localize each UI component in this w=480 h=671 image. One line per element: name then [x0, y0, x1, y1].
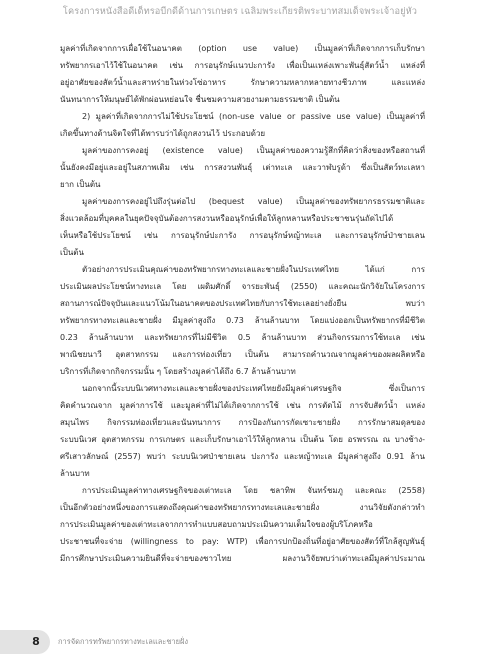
paragraph-line: 2) มูลค่าที่เกิดจากการไม่ใช้ประโยชน์ (non-use value or passive use value) เป็นมูลค่าที่: [82, 112, 425, 121]
paragraph-line: มูลค่าของการคงอยู่ (existence value) เป็นมูลค่าของความรู้สึกที่คิดว่าสิ่งของหรือสถานที่: [82, 146, 425, 155]
paragraph-line: ศรีเสาวลักษณ์ (2557) พบว่า ระบบนิเวศป่าชายเลน ปะการัง และหญ้าทะเล มีมูลค่าสูงถึง 0.91 ล้าน: [60, 452, 425, 461]
paragraph-line: ล้านบาท: [60, 469, 90, 478]
paragraph-line: เป็นอีกตัวอย่างหนึ่งของการแสดงถึงคุณค่าของทรัพยากรทางทะเลและชายฝั่ง งานวิจัยดังกล่าวทำ: [60, 503, 425, 512]
paragraph-line: บริการที่เกิดจากกิจกรรมนั้น ๆ โดยสร้างมูลค่าได้ถึง 6.7 ล้านล้านบาท: [60, 367, 296, 376]
paragraph-line: ระบบนิเวศ อุตสาหกรรม การเกษตร และเก็บรักษาเอาไว้ให้ลูกหลาน เป็นต้น โดย อรพรรณ ณ บางช้าง-: [60, 435, 425, 444]
paragraph-line: อยู่อาศัยของสัตว์น้ำและสาหร่ายในห่วงโซ่อาหาร รักษาความหลากหลายทางชีวภาพ และแหล่ง: [60, 78, 425, 87]
paragraph-line: เห็นหรือใช้ประโยชน์ เช่น การอนุรักษ์ปะการัง การอนุรักษ์หญ้าทะเล และการอนุรักษ์ป่าชายเลน: [60, 231, 425, 240]
page-number: 8: [22, 630, 50, 654]
paragraph-line: ตัวอย่างการประเมินคุณค่าของทรัพยากรทางทะเลและชายฝั่งในประเทศไทย ได้แก่ การ: [82, 265, 425, 274]
paragraph-line: มูลค่าที่เกิดจากการเผื่อใช้ในอนาคต (option use value) เป็นมูลค่าที่เกิดจากการเก็บรักษา: [60, 44, 425, 53]
paragraph-line: คิดคำนวณจาก มูลค่าการใช้ และมูลค่าที่ไม่ได้เกิดจากการใช้ เช่น การตัดไม้ การจับสัตว์น้ำ แหล่ง: [60, 401, 425, 410]
paragraph-line: ประชาชนที่จะจ่าย (willingness to pay: WTP) เพื่อการปกป้องถิ่นที่อยู่อาศัยของสัตว์ที่ใกล้สูญพันธุ์: [60, 537, 425, 546]
paragraph-line: ทรัพยากรเอาไว้ใช้ในอนาคต เช่น การอนุรักษ์แนวปะการัง เพื่อเป็นแหล่งเพาะพันธุ์สัตว์น้ำ แหล่งที่: [60, 61, 425, 70]
paragraph-line: 0.23 ล้านล้านบาท และทรัพยากรที่ไม่มีชีวิต 0.5 ล้านล้านบาท ส่วนกิจกรรมการใช้ทะเล เช่น: [60, 333, 425, 342]
running-header: โครงการหนังสือดีเด็ทรอบีกดีด้านการเกษตร เฉลิมพระเกียรติพระบาทสมเด็จพระเจ้าอยู่หัว: [62, 6, 418, 17]
paragraph-line: เป็นต้น: [60, 248, 84, 257]
paragraph-line: สถานการณ์ปัจจุบันและแนวโน้มในอนาคตของประเทศไทยกับการใช้ทะเลอย่างยั่งยืน พบว่า: [60, 299, 425, 308]
paragraph-line: นอกจากนี้ระบบนิเวศทางทะเลและชายฝั่งของประเทศไทยยังมีมูลค่าเศรษฐกิจ ซึ่งเป็นการ: [82, 384, 425, 393]
book-title: การจัดการทรัพยากรทางทะเลและชายฝั่ง: [58, 637, 189, 646]
paragraph-line: นั้นยังคงมีอยู่และอยู่ในสภาพเดิม เช่น การสงวนพันธุ์ เต่าทะเล และวาฬบรูด้า ซึ่งเป็นสัตว์ทะเลหา: [60, 163, 425, 172]
paragraph-line: ประเมินผลประโยชน์ทางทะเล โดย เผดิมศักดิ์ จารยะพันธุ์ (2550) และคณะนักวิจัยในโครงการ: [60, 282, 425, 291]
paragraph-line: เกิดขึ้นทางด้านจิตใจที่ได้พารบว่าได้ถูกสงวนไว้ ประกอบด้วย: [60, 129, 266, 138]
paragraph-line: ทรัพยากรทางทะเลและชายฝั่ง มีมูลค่าสูงถึง 0.73 ล้านล้านบาท โดยแบ่งออกเป็นทรัพยากรที่มีชีวิต: [60, 316, 425, 325]
paragraph-line: นันทนาการให้มนุษย์ได้พักผ่อนหย่อนใจ ชื่นชมความสวยงามตามธรรมชาติ เป็นต้น: [60, 95, 340, 104]
paragraph-line: มูลค่าของการคงอยู่ไปถึงรุ่นต่อไป (bequest value) เป็นมูลค่าของทรัพยากรธรรมชาติและ: [82, 197, 425, 206]
paragraph-line: มีการศึกษาประเมินความยินดีที่จะจ่ายของชาวไทย ผลงานวิจัยพบว่าเต่าทะเลมีมูลค่าประมาณ: [60, 554, 425, 563]
paragraph-line: พาณิชยนาวี อุตสาหกรรม และการท่องเที่ยว เป็นต้น สามารถคำนวณจากมูลค่าของผลผลิตหรือ: [60, 350, 425, 359]
page-footer: [22, 630, 322, 654]
paragraph-line: ยาก เป็นต้น: [60, 180, 101, 189]
paragraph-line: การประเมินมูลค่าของเต่าทะเลจากการทำแบบสอบถามประเมินความเต็มใจของผู้บริโภคหรือ: [60, 520, 373, 529]
paragraph-line: การประเมินมูลค่าทางเศรษฐกิจของเต่าทะเล โดย ชลาทิพ จันทร์ชมภู และคณะ (2558): [82, 486, 425, 495]
paragraph-line: สิ่งแวดล้อมที่บุคคลในยุคปัจจุบันต้องการสงวนหรืออนุรักษ์เพื่อให้ลูกหลานหรือประชาชนรุ่นถัดไปได้: [60, 214, 394, 223]
paragraph-line: สมุนไพร กิจกรรมท่องเที่ยวและนันทนาการ การป้องกันการกัดเซาะชายฝั่ง การรักษาสมดุลของ: [60, 418, 425, 427]
